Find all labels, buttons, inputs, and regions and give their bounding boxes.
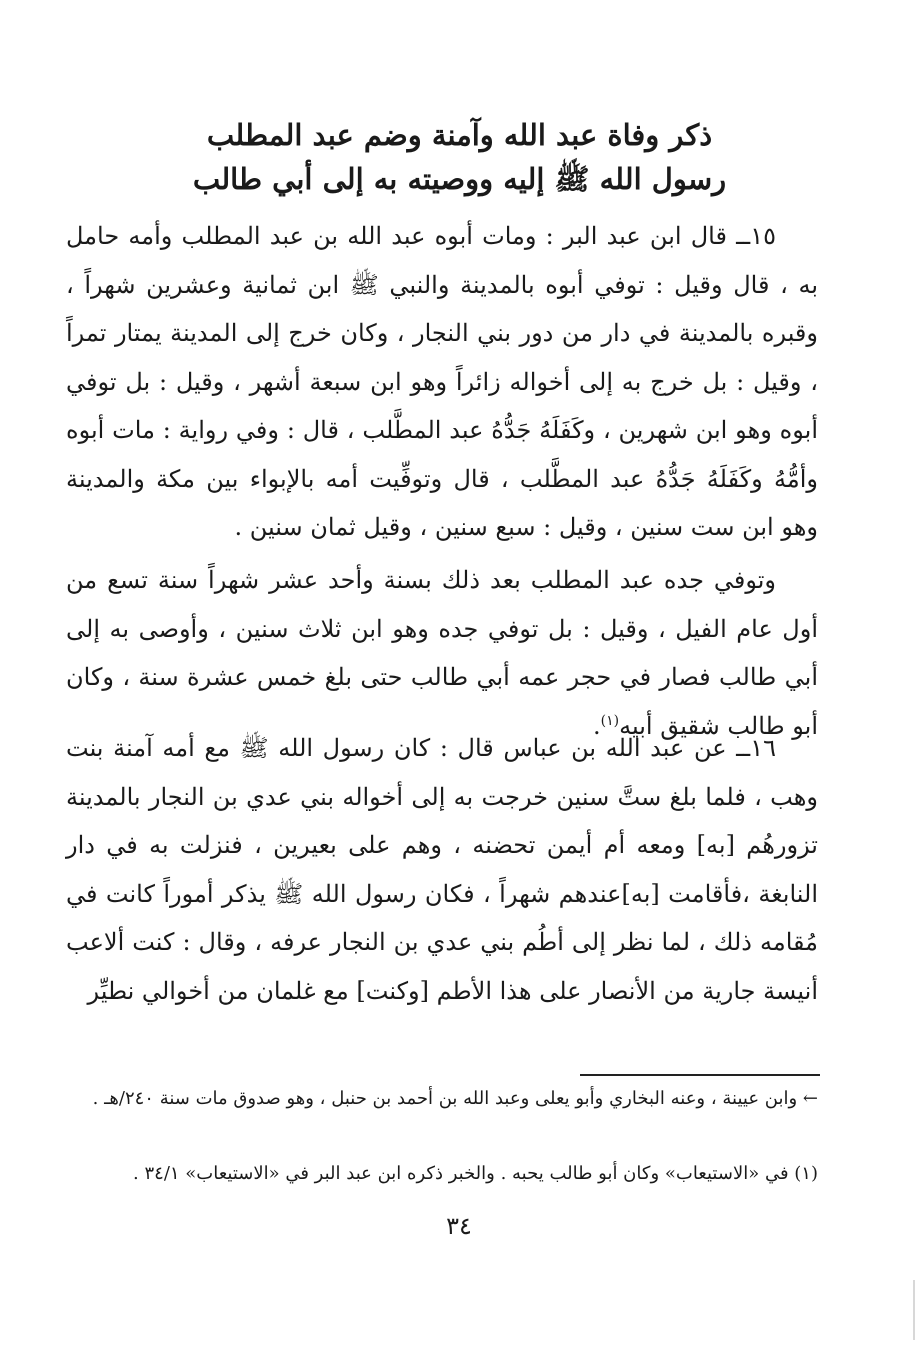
paragraph-15	[66, 212, 818, 552]
footnote-divider	[580, 1074, 820, 1076]
paragraph-16-text: ١٦ــ عن عبد الله بن عباس قال : كان رسول الله ﷺ مع أمه آمنة بنت وهب ، فلما بلغ ستَّ سنين خرجت به إلى أخواله بني عدي بن النجار بالمدينة تزورهُم [به] ومعه أم أيمن تحضنه ، وهم على بعيرين ، فنزلت به في دار النابغة ،فأقامت [به]عندهم شهراً ، فكان رسول الله ﷺ يذكر أموراً كانت في مُقامه ذلك ، لما نظر إلى أطُم بني عدي بن النجار عرفه ، وقال : كنت ألاعب أنيسة جارية من الأنصار على هذا الأطم [وكنت] مع غلمان من أخوالي نطيِّر	[66, 734, 818, 1005]
paragraph-15-text: ١٥ــ قال ابن عبد البر : ومات أبوه عبد الله بن عبد المطلب وأمه حامل به ، قال وقيل : توفي أبوه بالمدينة والنبي ﷺ ابن ثمانية وعشرين شهراً ، وقبره بالمدينة في دار من دور بني النجار ، وكان خرج إلى المدينة يمتار تمراً ، وقيل : بل خرج به إلى أخواله زائراً وهو ابن سبعة أشهر ، وقيل : بل توفي أبوه وهو ابن شهرين ، وكَفَلَهُ جَدُّهُ عبد المطَّلب ، قال : وفي رواية : مات أبوه وأمُّهُ وكَفَلَهُ جَدُّهُ عبد المطَّلب ، قال وتوفِّيت أمه بالإبواء بين مكة والمدينة وهو ابن ست سنين ، وقيل : سبع سنين ، وقيل ثمان سنين .	[66, 222, 818, 541]
footnote-reference-1: (١)	[600, 712, 620, 729]
chapter-title-line-1: ذكر وفاة عبد الله وآمنة وضم عبد المطلب	[206, 118, 713, 152]
page-number: ٣٤	[446, 1212, 472, 1240]
paragraph-grandfather-text	[66, 556, 818, 750]
scan-edge-mark	[913, 1280, 915, 1340]
paragraph-grandfather	[66, 556, 818, 750]
footnote-1: (١) في «الاستيعاب» وكان أبو طالب يحبه . والخبر ذكره ابن عبد البر في «الاستيعاب» ٣٤/١ .	[133, 1163, 818, 1184]
paragraph-16	[66, 724, 818, 1015]
footnote-continuation: ← وابن عيينة ، وعنه البخاري وأبو يعلى وعبد الله بن أحمد بن حنبل ، وهو صدوق مات سنة ٢٤٠/هـ .	[92, 1088, 818, 1109]
chapter-title-line-2: رسول الله ﷺ إليه ووصيته به إلى أبي طالب	[192, 162, 727, 196]
paragraph-grandfather-body: وتوفي جده عبد المطلب بعد ذلك بسنة وأحد عشر شهراً سنة تسع من أول عام الفيل ، وقيل : بل توفي جده وهو ابن ثلاث سنين ، وأوصى به إلى أبي طالب فصار في حجر عمه أبي طالب حتى بلغ خمس عشرة سنة ، وكان أبو طالب شقيق أبيه	[66, 566, 818, 740]
paragraph-grandfather-end: .	[593, 711, 601, 740]
